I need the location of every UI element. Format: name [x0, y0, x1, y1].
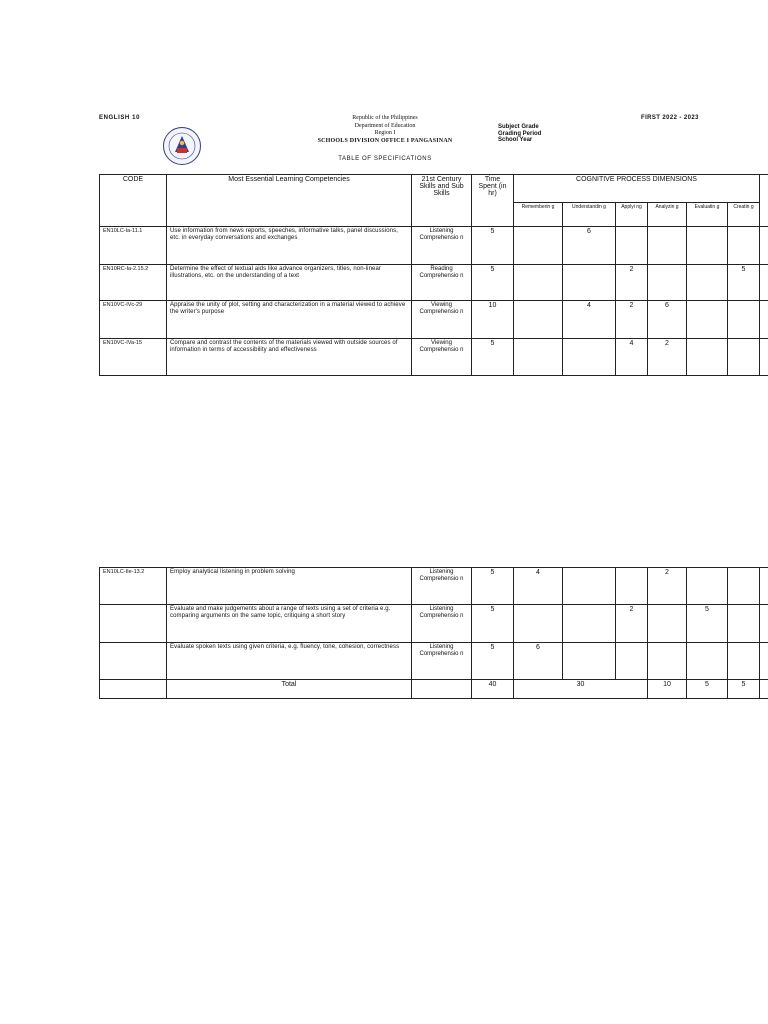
total-skill-cell — [412, 680, 472, 699]
dimension-cell — [728, 605, 760, 643]
dimension-cell — [648, 265, 687, 301]
table-row — [100, 643, 768, 680]
dim-understanding: Understandin g — [563, 203, 616, 227]
dimension-cell — [648, 643, 687, 680]
cut-cell — [760, 301, 768, 339]
dimension-cell — [616, 568, 648, 605]
time-cell: 5 — [472, 643, 514, 680]
dimension-cell — [563, 568, 616, 605]
time-cell: 5 — [472, 265, 514, 301]
dimension-cell — [648, 227, 687, 265]
quarter-year: FIRST 2022 - 2023 — [641, 115, 699, 121]
code-cell: EN10VC-IVc-29 — [100, 301, 167, 339]
agency-block — [300, 115, 470, 145]
dim-remembering: Rememberin g — [514, 203, 563, 227]
dimension-cell — [687, 265, 728, 301]
dimension-cell: 2 — [616, 605, 648, 643]
dimension-cell — [728, 301, 760, 339]
total-cut-cell — [760, 680, 768, 699]
dimension-cell: 2 — [616, 301, 648, 339]
code-cell: EN10RC-Ia-2.15.2 — [100, 265, 167, 301]
dimension-cell: 5 — [728, 265, 760, 301]
subject-label: ENGLISH 10 — [99, 115, 141, 121]
dimension-cell — [687, 227, 728, 265]
dimension-cell: 4 — [616, 339, 648, 376]
school-year-label: School Year — [498, 137, 533, 144]
code-cell: EN10LC-IIe-13.2 — [100, 568, 167, 605]
table-row — [100, 605, 768, 643]
dimension-cell — [514, 227, 563, 265]
total-combined: 30 — [514, 680, 648, 699]
col-cut-header — [760, 175, 768, 227]
subject-grade-label: Subject Grade — [498, 124, 539, 130]
skill-cell: Viewing Comprehensio n — [412, 301, 472, 339]
table-row — [100, 301, 768, 339]
total-label: Total — [167, 680, 412, 699]
cut-cell — [760, 265, 768, 301]
dimension-cell — [648, 605, 687, 643]
time-cell: 5 — [472, 227, 514, 265]
dimension-cell: 2 — [616, 265, 648, 301]
competency-cell: Determine the effect of textual aids like advance organizers, titles, non-linear illustrations, etc. on the understanding of a text — [167, 265, 412, 301]
table-row — [100, 339, 768, 376]
dimension-cell: 2 — [648, 568, 687, 605]
competency-cell: Appraise the unity of plot, setting and characterization in a material viewed to achieve the writer's purpose — [167, 301, 412, 339]
code-cell: EN10VC-IVa-15 — [100, 339, 167, 376]
competency-cell: Evaluate and make judgements about a range of texts using a set of criteria e.g. comparing arguments on the same topic, critiquing a short story — [167, 605, 412, 643]
department-line: Department of Education — [354, 122, 416, 129]
competency-cell: Employ analytical listening in problem solving — [167, 568, 412, 605]
table-row — [100, 265, 768, 301]
dimension-cell — [563, 605, 616, 643]
tos-table-1 — [99, 174, 768, 376]
skill-cell: Listening Comprehensio n — [412, 643, 472, 680]
col-skills-header: 21st Century Skills and Sub Skills — [412, 175, 472, 227]
total-analyzing: 10 — [648, 680, 687, 699]
dimension-cell — [687, 643, 728, 680]
cut-cell — [760, 227, 768, 265]
dimension-cell: 6 — [563, 227, 616, 265]
total-time: 40 — [472, 680, 514, 699]
time-cell: 5 — [472, 605, 514, 643]
table-title: TABLE OF SPECIFICATIONS — [338, 156, 432, 162]
dimension-cell — [514, 265, 563, 301]
dimension-cell — [514, 605, 563, 643]
time-cell: 5 — [472, 339, 514, 376]
total-creating: 5 — [728, 680, 760, 699]
competency-cell: Use information from news reports, speeches, informative talks, panel discussions, etc. in everyday conversations and exchanges — [167, 227, 412, 265]
total-evaluating: 5 — [687, 680, 728, 699]
skill-cell: Viewing Comprehensio n — [412, 339, 472, 376]
dimension-cell: 6 — [648, 301, 687, 339]
col-time-header: Time Spent (in hr) — [472, 175, 514, 227]
dimension-cell — [687, 301, 728, 339]
col-competencies-header: Most Essential Learning Competencies — [167, 175, 412, 227]
dimension-cell — [687, 339, 728, 376]
dimension-cell — [687, 568, 728, 605]
grading-period-label: Grading Period — [498, 130, 542, 137]
dimension-cell — [563, 643, 616, 680]
dimension-cell — [616, 227, 648, 265]
region-line: Region I — [374, 130, 396, 137]
republic-line: Republic of the Philippines — [352, 115, 418, 121]
col-code-header: CODE — [100, 175, 167, 227]
dimension-cell — [728, 339, 760, 376]
dimension-cell — [728, 227, 760, 265]
skill-cell: Listening Comprehensio n — [412, 227, 472, 265]
dimension-cell: 6 — [514, 643, 563, 680]
table-row — [100, 227, 768, 265]
time-cell: 5 — [472, 568, 514, 605]
dimension-cell: 2 — [648, 339, 687, 376]
dim-evaluating: Evaluatin g — [687, 203, 728, 227]
skill-cell: Listening Comprehensio n — [412, 568, 472, 605]
division-line: SCHOOLS DIVISION OFFICE I PANGASINAN — [317, 137, 453, 144]
deped-seal-icon — [162, 126, 202, 166]
skill-cell: Listening Comprehensio n — [412, 605, 472, 643]
dimension-cell — [514, 339, 563, 376]
cut-cell — [760, 605, 768, 643]
dimension-cell — [563, 265, 616, 301]
dimension-cell: 4 — [514, 568, 563, 605]
dim-creating: Creatin g — [728, 203, 760, 227]
dimension-cell — [728, 568, 760, 605]
dimension-cell — [616, 643, 648, 680]
dimension-cell: 4 — [563, 301, 616, 339]
skill-cell: Reading Comprehensio n — [412, 265, 472, 301]
dimension-cell: 5 — [687, 605, 728, 643]
competency-cell: Compare and contrast the contents of the materials viewed with outside sources of information in terms of accessibility and effectiveness — [167, 339, 412, 376]
dim-analyzing: Analyzin g — [648, 203, 687, 227]
dimension-cell — [563, 339, 616, 376]
subject-info-block — [498, 124, 541, 144]
code-cell: EN10LC-Ia-11.1 — [100, 227, 167, 265]
cut-cell — [760, 339, 768, 376]
code-cell — [100, 643, 167, 680]
cognitive-header: COGNITIVE PROCESS DIMENSIONS — [514, 175, 760, 203]
cut-cell — [760, 568, 768, 605]
tos-table-2 — [99, 567, 768, 699]
dim-applying: Applyi ng — [616, 203, 648, 227]
table-row — [100, 568, 768, 605]
dimension-cell — [514, 301, 563, 339]
dimension-cell — [728, 643, 760, 680]
competency-cell: Evaluate spoken texts using given criteria, e.g. fluency, tone, cohesion, correctness — [167, 643, 412, 680]
code-cell — [100, 605, 167, 643]
time-cell: 10 — [472, 301, 514, 339]
total-code-cell — [100, 680, 167, 699]
cut-cell — [760, 643, 768, 680]
total-row — [100, 680, 768, 699]
